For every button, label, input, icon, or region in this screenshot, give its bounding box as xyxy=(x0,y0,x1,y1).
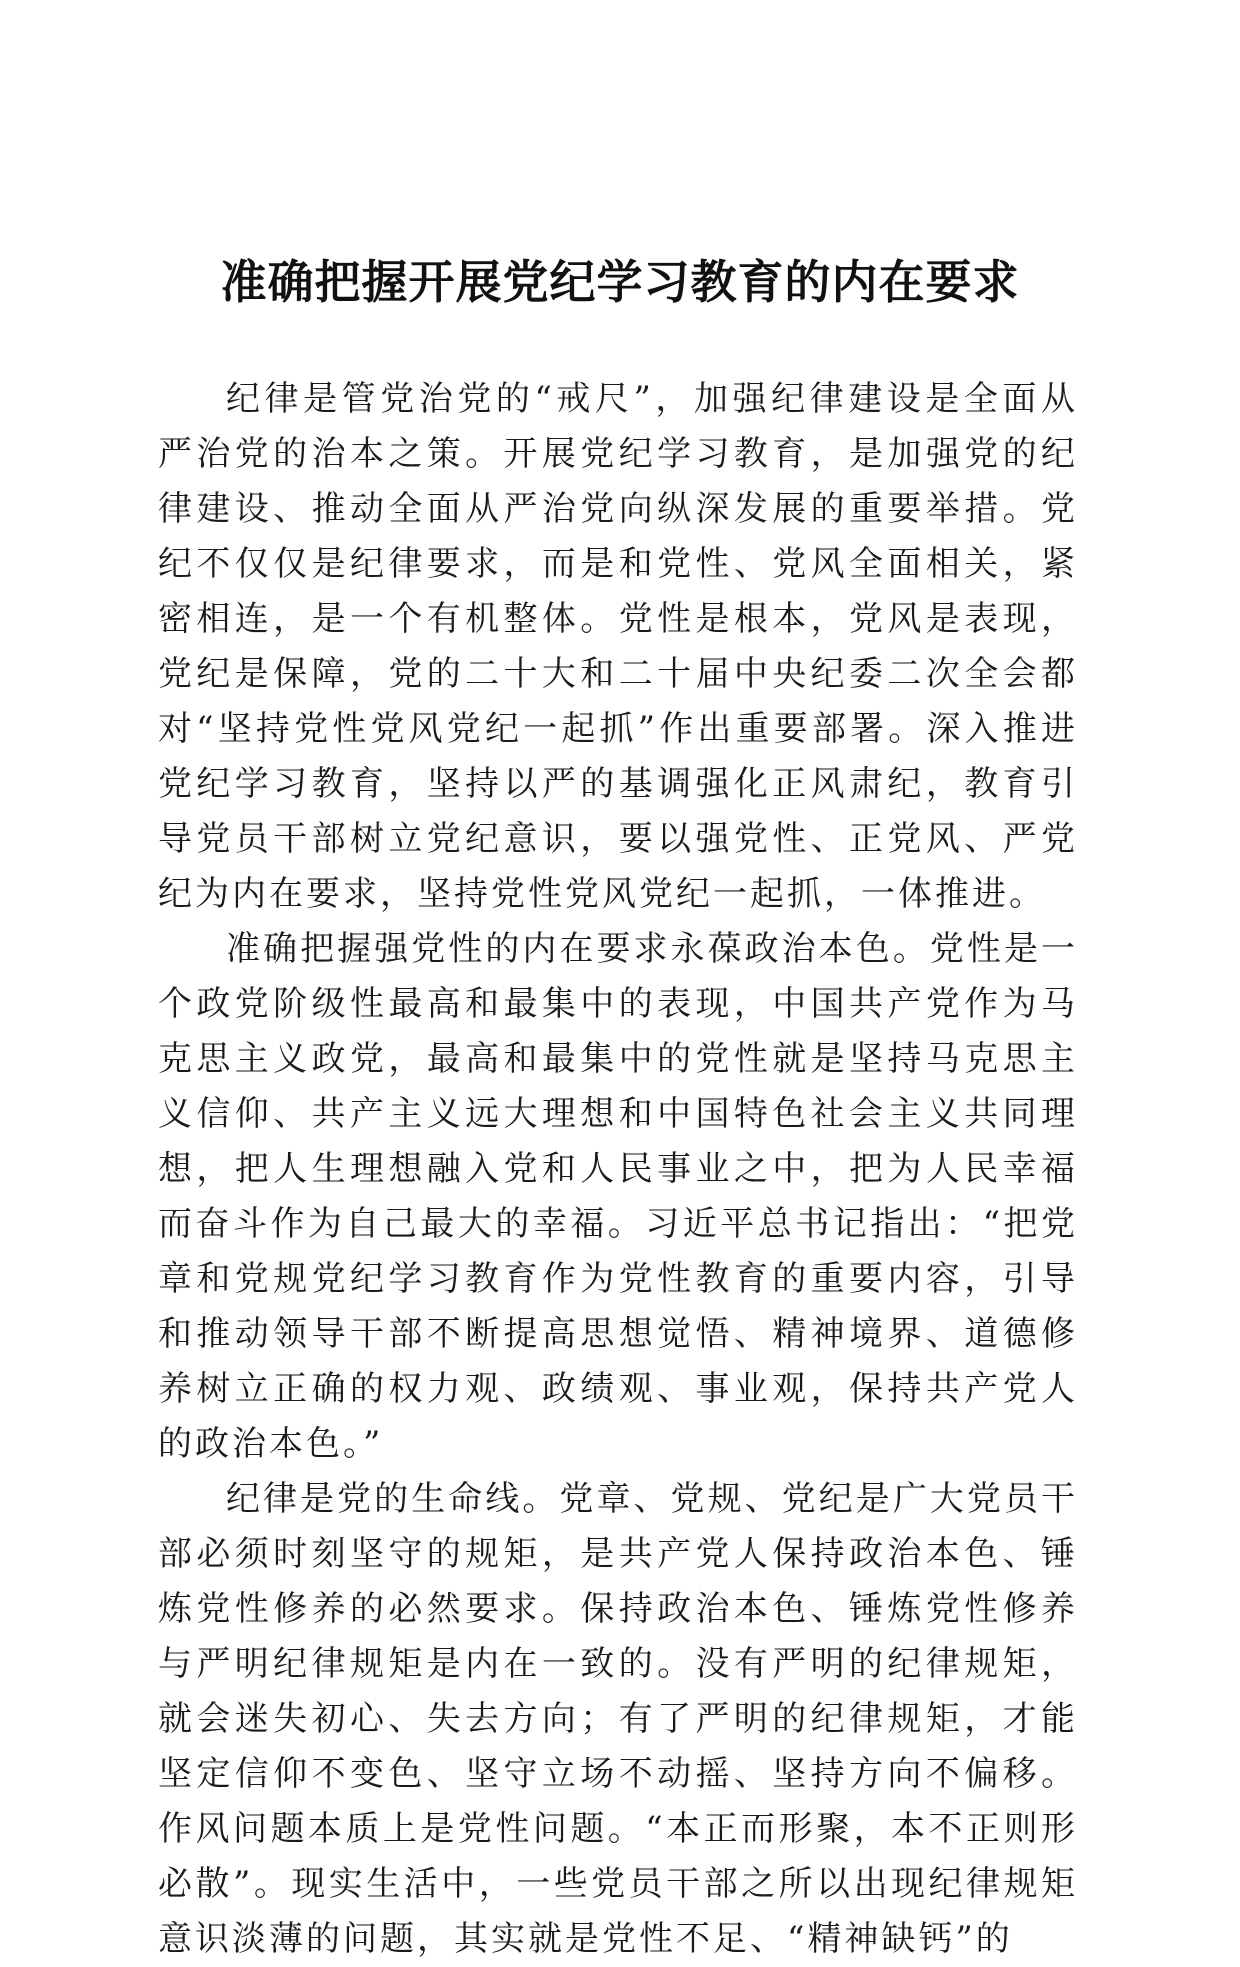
paragraph-3: 纪律是党的生命线。党章、党规、党纪是广大党员干部必须时刻坚守的规矩，是共产党人保持政治本色、锤炼党性修养的必然要求。保持政治本色、锤炼党性修养与严明纪律规矩是内在一致的。没有严明的纪律规矩，就会迷失初心、失去方向；有了严明的纪律规矩，才能坚定信仰不变色、坚守立场不动摇、坚持方向不偏移。作风问题本质上是党性问题。“本正而形聚，本不正则形必散”。现实生活中，一些党员干部之所以出现纪律规矩意识淡薄的问题，其实就是党性不足、“精神缺钙”的 xyxy=(158,1479,1078,1959)
document-title: 准确把握开展党纪学习教育的内在要求 xyxy=(220,255,1020,309)
document-body xyxy=(158,372,1078,1967)
paragraph-2: 准确把握强党性的内在要求永葆政治本色。党性是一个政党阶级性最高和最集中的表现，中国共产党作为马克思主义政党，最高和最集中的党性就是坚持马克思主义信仰、共产主义远大理想和中国特色社会主义共同理想，把人生理想融入党和人民事业之中，把为人民幸福而奋斗作为自己最大的幸福。习近平总书记指出：“把党章和党规党纪学习教育作为党性教育的重要内容，引导和推动领导干部不断提高思想觉悟、精神境界、道德修养树立正确的权力观、政绩观、事业观，保持共产党人的政治本色。” xyxy=(158,929,1078,1464)
paragraph-1: 纪律是管党治党的“戒尺”，加强纪律建设是全面从严治党的治本之策。开展党纪学习教育，是加强党的纪律建设、推动全面从严治党向纵深发展的重要举措。党纪不仅仅是纪律要求，而是和党性、党风全面相关，紧密相连，是一个有机整体。党性是根本，党风是表现，党纪是保障，党的二十大和二十届中央纪委二次全会都对“坚持党性党风党纪一起抓”作出重要部署。深入推进党纪学习教育，坚持以严的基调强化正风肃纪，教育引导党员干部树立党纪意识，要以强党性、正党风、严党纪为内在要求，坚持党性党风党纪一起抓，一体推进。 xyxy=(158,379,1078,914)
